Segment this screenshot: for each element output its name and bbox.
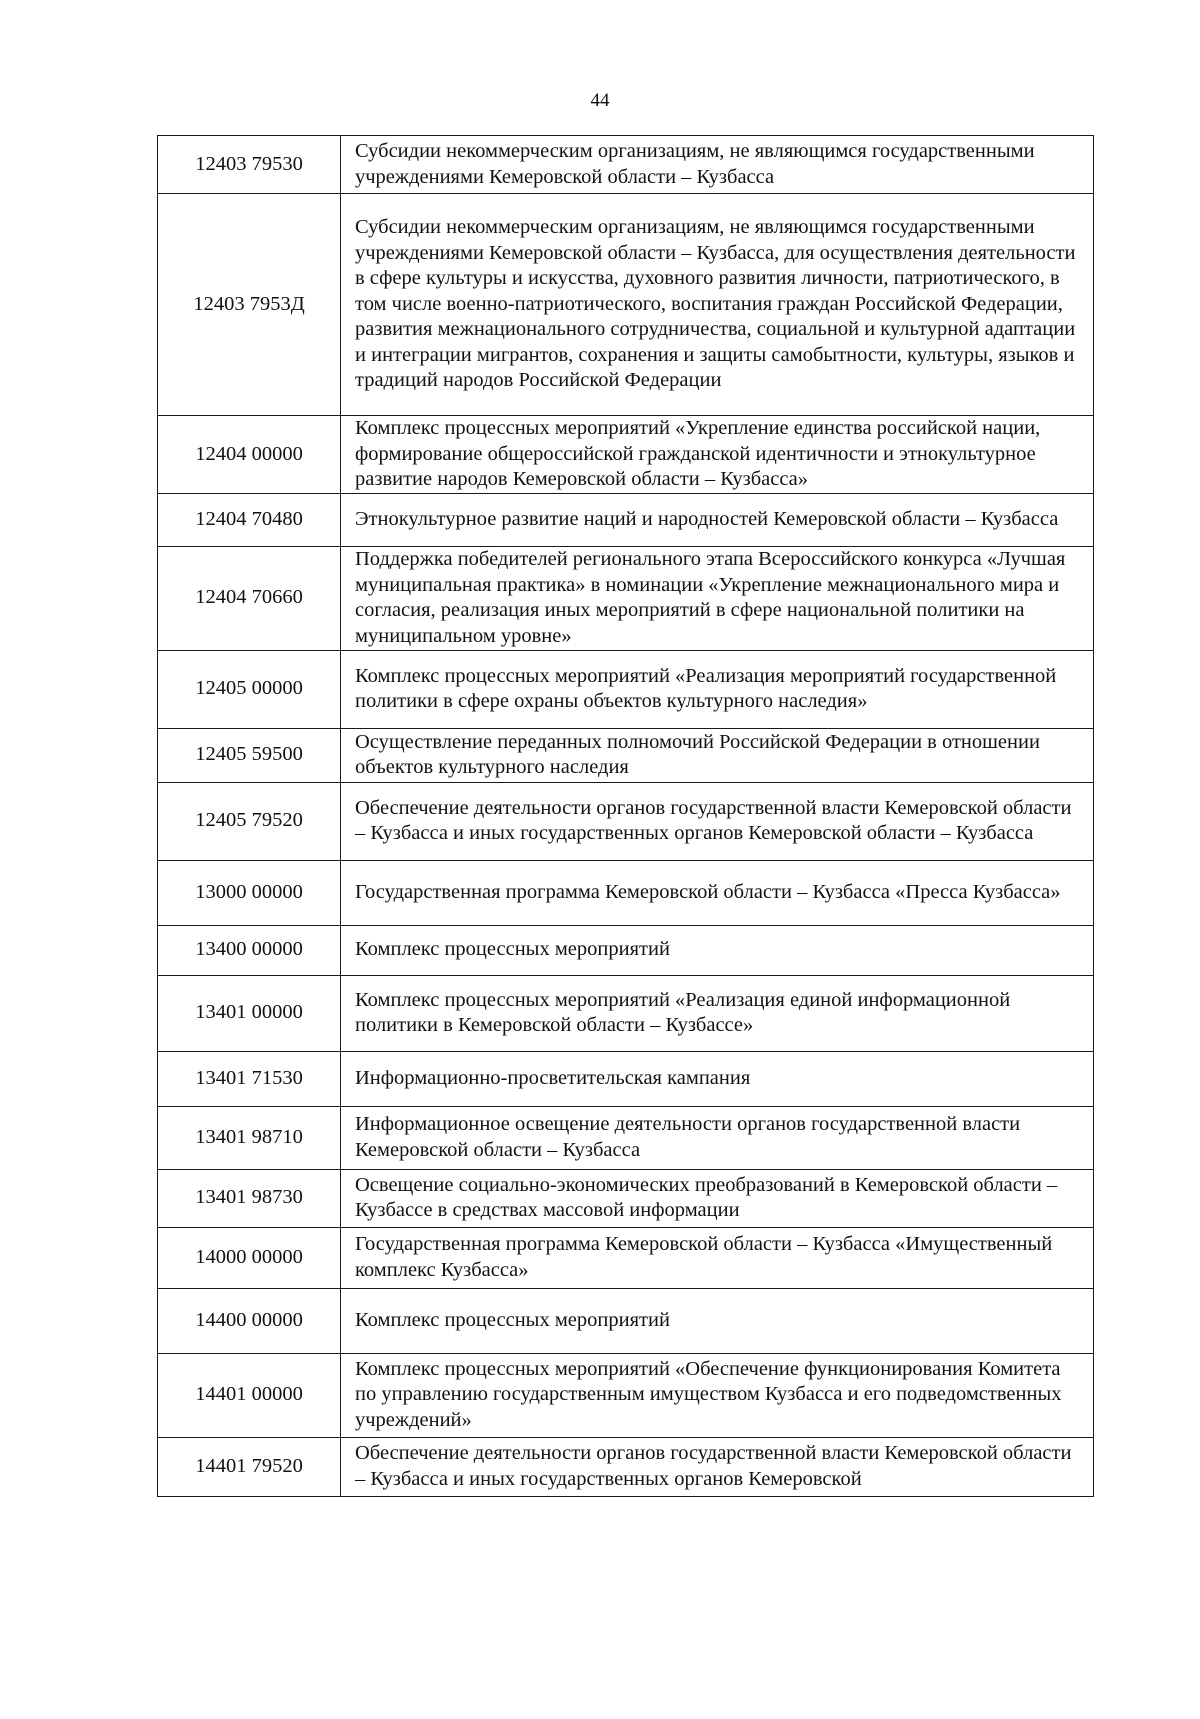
table-row xyxy=(158,1437,1094,1496)
table-row xyxy=(158,975,1094,1051)
row-description: Освещение социально-экономических преобразований в Кемеровской области – Кузбассе в средствах массовой информации xyxy=(341,1169,1094,1227)
row-code: 14401 79520 xyxy=(158,1437,341,1496)
table-row xyxy=(158,650,1094,728)
page-number: 44 xyxy=(590,90,610,111)
row-description: Комплекс процессных мероприятий «Обеспечение функционирования Комитета по управлению государственным имуществом Кузбасса и его подведомственных учреждений» xyxy=(341,1353,1094,1437)
row-description: Обеспечение деятельности органов государственной власти Кемеровской области – Кузбасса и иных государственных органов Кемеровской области – Кузбасса xyxy=(341,782,1094,860)
row-code: 12404 70480 xyxy=(158,493,341,546)
row-description: Осуществление переданных полномочий Российской Федерации в отношении объектов культурного наследия xyxy=(341,728,1094,782)
table-row xyxy=(158,1288,1094,1353)
row-description: Этнокультурное развитие наций и народностей Кемеровской области – Кузбасса xyxy=(341,493,1094,546)
table-row xyxy=(158,136,1094,194)
row-description: Субсидии некоммерческим организациям, не являющимся государственными учреждениями Кемеровской области – Кузбасса, для осуществления деятельности в сфере культуры и искусства, духовного развития личности, патриотического, в том числе военно-патриотического, воспитания граждан Российской Федерации, развития межнационального сотрудничества, социальной и культурной адаптации и интеграции мигрантов, сохранения и защиты самобытности, культуры, языков и традиций народов Российской Федерации xyxy=(341,194,1094,416)
table-row xyxy=(158,1169,1094,1227)
row-code: 14000 00000 xyxy=(158,1227,341,1288)
row-code: 12403 79530 xyxy=(158,136,341,194)
row-code: 14400 00000 xyxy=(158,1288,341,1353)
row-code: 13401 71530 xyxy=(158,1051,341,1106)
row-description: Государственная программа Кемеровской области – Кузбасса «Имущественный комплекс Кузбасса» xyxy=(341,1227,1094,1288)
row-description: Субсидии некоммерческим организациям, не являющимся государственными учреждениями Кемеровской области – Кузбасса xyxy=(341,136,1094,194)
row-code: 12404 00000 xyxy=(158,416,341,494)
row-description: Информационное освещение деятельности органов государственной власти Кемеровской области – Кузбасса xyxy=(341,1106,1094,1169)
table-row xyxy=(158,493,1094,546)
row-description: Комплекс процессных мероприятий xyxy=(341,925,1094,975)
row-description: Информационно-просветительская кампания xyxy=(341,1051,1094,1106)
table-row xyxy=(158,1227,1094,1288)
row-code: 13401 00000 xyxy=(158,975,341,1051)
row-code: 12404 70660 xyxy=(158,546,341,650)
row-description: Комплекс процессных мероприятий «Реализация единой информационной политики в Кемеровской области – Кузбассе» xyxy=(341,975,1094,1051)
row-description: Комплекс процессных мероприятий «Укрепление единства российской нации, формирование общероссийской гражданской идентичности и этнокультурное развитие народов Кемеровской области – Кузбасса» xyxy=(341,416,1094,494)
row-code: 13401 98730 xyxy=(158,1169,341,1227)
table-row xyxy=(158,782,1094,860)
row-description: Поддержка победителей регионального этапа Всероссийского конкурса «Лучшая муниципальная практика» в номинации «Укрепление межнационального мира и согласия, реализация иных мероприятий в сфере национальной политики на муниципальном уровне» xyxy=(341,546,1094,650)
table-row xyxy=(158,1353,1094,1437)
row-code: 12405 79520 xyxy=(158,782,341,860)
table-row xyxy=(158,728,1094,782)
table-row xyxy=(158,546,1094,650)
table-row xyxy=(158,925,1094,975)
table-row xyxy=(158,194,1094,416)
row-code: 13400 00000 xyxy=(158,925,341,975)
row-code: 12405 00000 xyxy=(158,650,341,728)
row-code: 13401 98710 xyxy=(158,1106,341,1169)
row-code: 14401 00000 xyxy=(158,1353,341,1437)
row-description: Комплекс процессных мероприятий «Реализация мероприятий государственной политики в сфере охраны объектов культурного наследия» xyxy=(341,650,1094,728)
table-row xyxy=(158,860,1094,925)
row-description: Комплекс процессных мероприятий xyxy=(341,1288,1094,1353)
row-description: Государственная программа Кемеровской области – Кузбасса «Пресса Кузбасса» xyxy=(341,860,1094,925)
table-row xyxy=(158,1106,1094,1169)
row-description: Обеспечение деятельности органов государственной власти Кемеровской области – Кузбасса и иных государственных органов Кемеровской xyxy=(341,1437,1094,1496)
table-row xyxy=(158,1051,1094,1106)
row-code: 12405 59500 xyxy=(158,728,341,782)
budget-classification-table xyxy=(157,135,1094,1497)
row-code: 12403 7953Д xyxy=(158,194,341,416)
row-code: 13000 00000 xyxy=(158,860,341,925)
table-row xyxy=(158,416,1094,494)
